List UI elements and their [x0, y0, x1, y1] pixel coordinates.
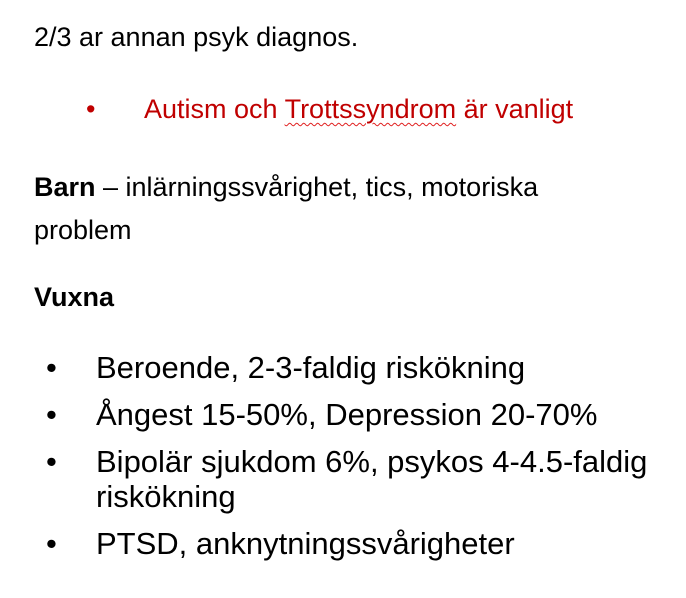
barn-text: – inlärningssvårighet, tics, motoriska problem: [34, 172, 539, 245]
list-item: [40, 444, 670, 514]
vuxna-list: [40, 350, 670, 573]
sub-bullet-text-after: är vanligt: [456, 94, 574, 124]
vuxna-heading: Vuxna: [34, 282, 115, 312]
spellcheck-word: Trottssyndrom: [284, 94, 457, 124]
bullet-marker: •: [46, 526, 57, 561]
list-item: [40, 350, 670, 385]
list-item-text: PTSD, anknytningssvårigheter: [96, 526, 515, 561]
list-item-text: Beroende, 2-3-faldig riskökning: [96, 350, 526, 385]
barn-label: Barn: [34, 172, 96, 202]
sub-bullet-text-before: Autism och: [144, 94, 285, 124]
intro-line: 2/3 ar annan psyk diagnos.: [34, 22, 359, 52]
bullet-marker: •: [46, 444, 57, 479]
list-item-text: Bipolär sjukdom 6%, psykos 4-4.5-faldig riskökning: [96, 444, 648, 514]
bullet-marker: •: [46, 397, 57, 432]
list-item: [40, 526, 670, 561]
barn-paragraph: [34, 166, 634, 252]
bullet-marker: •: [86, 94, 96, 124]
list-item: [40, 397, 670, 432]
sub-bullet-item: [86, 94, 573, 125]
list-item-text: Ångest 15-50%, Depression 20-70%: [96, 397, 598, 432]
bullet-marker: •: [46, 350, 57, 385]
